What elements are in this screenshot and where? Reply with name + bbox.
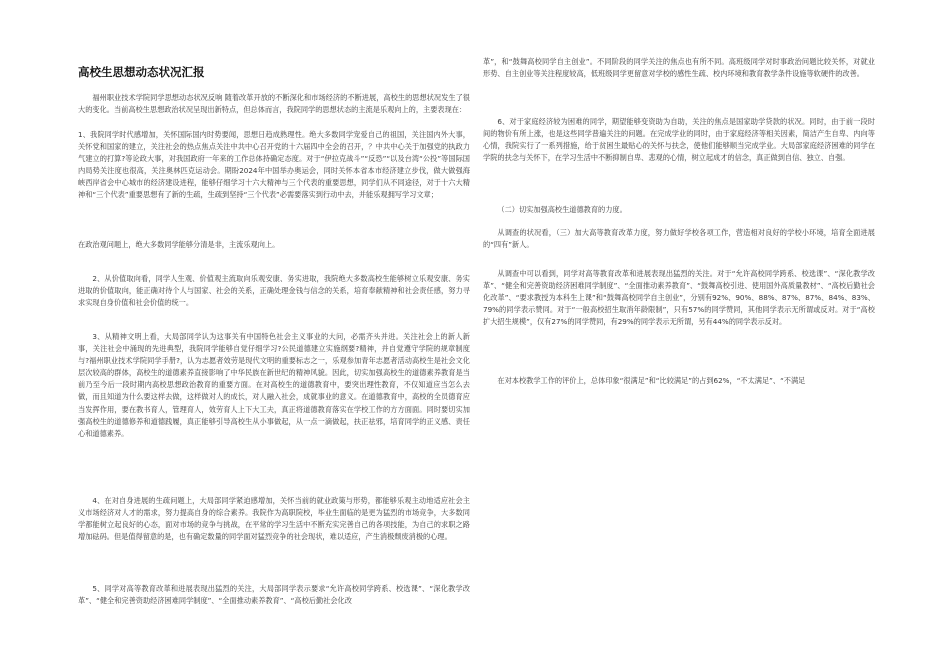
point-6-paragraph: 6、对于家庭经济较为困难的同学，期望能够变资助为自助，关注的焦点是国家助学贷款的状况。同时，由于前一段时间的物价有所上涨，也是这些同学普遍关注的问题。在完成学业的同时，由于家庭经济等相关因素，简洁产生自卑、内向等心情，我院实行了一系列措施，给于贫困生最贴心的关怀与扶念，使他们能够顺当完成学业。大局部家庭经济困难的同学在学院的扶念与关怀下，在学习生活中不断抑制自卑、悲观的心情，树立起成才的信念，真正做到自信、独立、自强。	[483, 117, 875, 163]
point-5-continued: 革”，和“鼓舞高校同学自主创业”。不同阶段的同学关注的焦点也有所不同。高班级同学对时事政治问题比较关怀，对就业形势、自主创业等关注程度较高，低班级同学更留意对学校的感性生疏、校内环境和教育教学条件设施等软硬件的改善。	[483, 57, 875, 79]
section-heading-moral-education: （二）切实加强高校生道德教育的力度。	[497, 205, 627, 214]
point-5-paragraph: 5、同学对高等教育改革和进展表现出猛烈的关注，大局部同学表示要求“允许高校同学跨系、校选课”、“深化教学改革”、“健全和完善资助经济困难同学制度”、“全面推动素养教育”、“高校后勤社会化改	[78, 584, 470, 606]
point-4-paragraph: 4、在对自身进展的生疏问题上，大局部同学紧迫感增加，关怀当前的就业政策与形势，都能够乐观主动地适应社会主义市场经济对人才的需求，努力提高自身的综合素养。我院作为高职院校，毕业生面临的是更为猛烈的市场竞争，大多数同学都能树立起良好的心态，面对市场的竞争与挑战，在平常的学习生活中不断充实完善自己的各项技能，为自己的求职之路增加砝码。但是值得留意的是，也有确定数量的同学面对猛烈竞争的社会现状，难以适应，产生消极颓废消极的心理。	[78, 496, 470, 542]
document-title: 高校生思想动态状况汇报	[78, 65, 205, 79]
intro-paragraph: 福州职业技术学院同学思想动态状况反响 随着改革开放的不断深化和市场经济的不断进展，高校生的思想状况发生了很大的变化。当前高校生思想政治状况呈现出新特点，但总体而言，我院同学的思想状态的主流是乐观向上的，主要表现在：	[78, 93, 470, 115]
teaching-evaluation-paragraph: 在对本校教学工作的评价上，总体印象“很满足”和“比较满足”的占到62%，“不太满足”、“不满足	[497, 376, 806, 385]
point-1-paragraph: 1、我院同学时代感增加，关怀国际国内时势要闻，思想日趋成熟理性。绝大多数同学宠爱自己的祖国，关注国内外大事，关怀党和国家的建立，关注社会的热点焦点关注中共中心召开党的十六届四中全会的召开，？中共中心关于加强党的执政力气建立的打算?等论政大事，对我国政府一年来的工作总体持确定态度。对于“伊拉克战斗”“反恐”“以及台湾“公投”等国际国内局势关注度也很高，关注奥林匹克运动会。期盼2024年中国举办奥运会，同时关怀本省本市经济建立步伐，做大做强海峡西岸省会中心城市的经济建设进程，能够仔细学习十六大精神与三个代表的重要思想，同学们从不同途径，对于十六大精神和“三个代表”重要思想有了新的生疏，生疏到坚持“三个代表”必需要落实到行动中去，并能乐观拥写学习文章；	[78, 130, 470, 200]
survey-paragraph: 从调查的状况看，（三）加大高等教育改革力度，努力做好学校各项工作，营造相对良好的学校小环境，培育全面进展的“四有”新人。	[483, 228, 875, 250]
education-reform-paragraph: 从调查中可以看到，同学对高等教育改革和进展表现出猛烈的关注。对于“允许高校同学跨系、校选课”、“深化教学改革”、“健全和完善资助经济困难同学制度”、“全面推动素养教育”、“鼓舞高校引进、使用国外高质量教材”、“高校后勤社会化改革”、“要求教授为本科生上课”和“鼓舞高校同学自主创业”，分别有92%、90%、88%、87%、87%、84%、83%、79%的同学表示赞同。对于“一般高校招生取消年龄限制”，只有57%的同学赞同，其他同学表示无所谓或反对。对于“高校扩大招生规模”，仅有27%的同学赞同，有29%的同学表示无所谓，另有44%的同学表示反对。	[483, 269, 875, 327]
point-2-paragraph: 2、从价值取向看，同学人生观、价值观主流取向乐观安康、务实进取，我院绝大多数高校生能够树立乐观安康、务实进取的价值取向，能正确对待个人与国家、社会的关系，正确处理金钱与信念的关系，培育奉献精神和社会责任感，努力寻求实现自身价值和社会价值的统一。	[78, 274, 470, 308]
point-3-paragraph: 3、从精神文明上看，大局部同学认为这事关有中国特色社会主义事业的大问，必需齐头并进。关注社会上的新人新事，关注社会中涌现的先进典型，我院同学能够自觉仔细学习?公民道德建立实施纲要?精神，并自觉遵守学院的规章制度与?福州职业技术学院同学手册?，认为志愿者效劳是现代文明的重要标志之一，乐观参加青年志愿者活动高校生是社会文化层次较高的群体，高校生的道德素养直接影响了中华民族在新世纪的精神风貌。因此，切实加强高校生的道德素养教育是当前乃至今后一段时期内高校思想政治教育的重要方面。在对高校生的道德教育中，要突出理性教育，不仅知道应当怎么去做，而且知道为什么要这样去做，这样做对人的成长，对人融入社会，成就事业的意义。在道德教育中，高校的全员德育应当发挥作用，要在教书育人，管理育人，效劳育人上下大工夫，真正将道德教育落实在学校工作的方方面面。同时要切实加强高校生的道德修养和道德践履，真正能够引导高校生从小事做起，从一点一滴做起，扶正祛邪，培育同学的正义感、责任心和道德素养。	[78, 332, 470, 438]
point-1-conclusion: 在政治观问题上，绝大多数同学能够分清是非，主流乐观向上。	[78, 240, 280, 249]
